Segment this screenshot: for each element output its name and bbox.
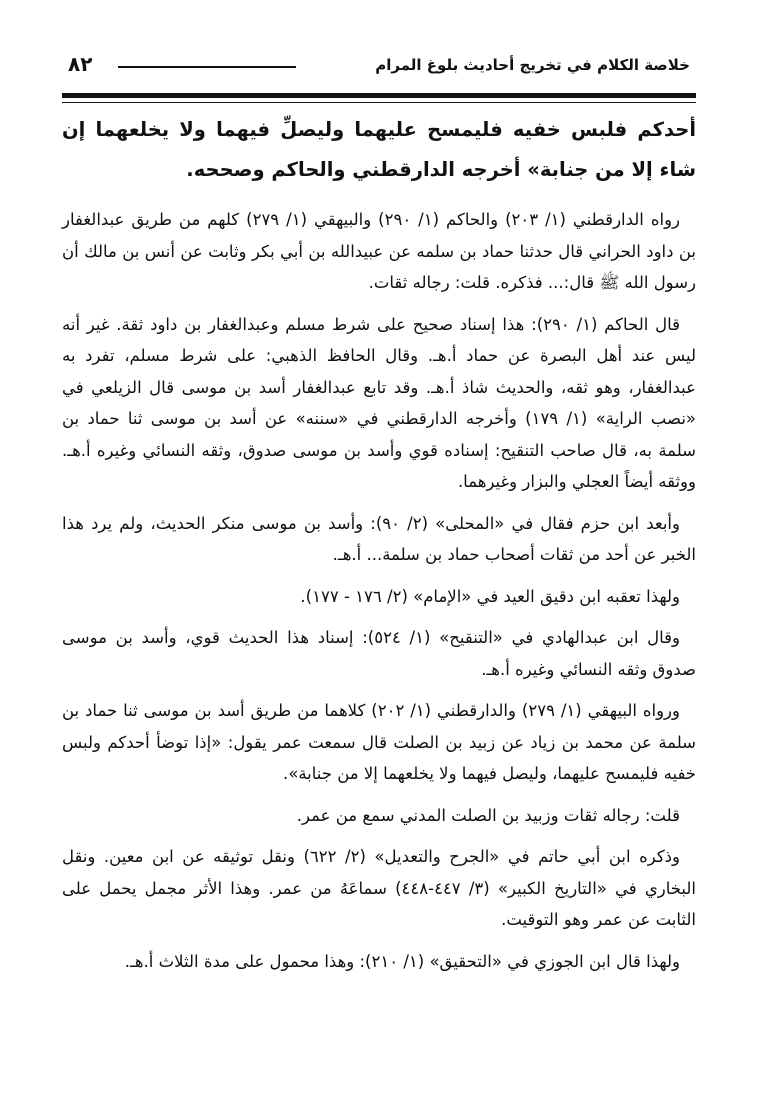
header-dash bbox=[118, 66, 296, 68]
paragraph: قال الحاكم (١/ ٢٩٠): هذا إسناد صحيح على شرط مسلم وعبدالغفار بن داود ثقة. غير أنه ليس عند أهل البصرة عن حماد أ.هـ. وقال الحافظ الذهبي: على شرط مسلم، تفرد به عبدالغفار، وهو ثقه، والحديث شاذ أ.هـ. وقد تابع عبدالغفار أسد بن موسى قال الزيلعي في «نصب الراية» (١/ ١٧٩) وأخرجه الدارقطني في «سننه» عن أسد بن موسى ثنا حماد بن سلمة به، قال صاحب التنقيح: إسناده قوي وأسد بن موسى صدوق، وثقه النسائي وغيره أ.هـ. ووثقه أيضاً العجلي والبزار وغيرهما. bbox=[62, 314, 697, 491]
paragraph: قلت: رجاله ثقات وزبيد بن الصلت المدني سمع من عمر. bbox=[296, 805, 680, 825]
paragraph: ولهذا قال ابن الجوزي في «التحقيق» (١/ ٢١٠): وهذا محمول على مدة الثلاث أ.هـ. bbox=[124, 951, 680, 971]
page-body bbox=[62, 110, 696, 977]
page-number: ٨٢ bbox=[68, 52, 93, 76]
hadith-text: أحدكم فلبس خفيه فليمسح عليهما وليصلِّ فيهما ولا يخلعهما إن شاء إلا من جنابة» أخرجه الدارقطني والحاكم وصححه. bbox=[62, 118, 696, 181]
page-header bbox=[58, 44, 698, 84]
paragraph: ولهذا تعقبه ابن دقيق العيد في «الإمام» (٢/ ١٧٦ - ١٧٧). bbox=[300, 586, 680, 606]
paragraph: ورواه البيهقي (١/ ٢٧٩) والدارقطني (١/ ٢٠٢) كلاهما من طريق أسد بن موسى ثنا حماد بن سلمة عن محمد بن زياد عن زبيد بن الصلت قال سمعت عمر يقول: «إذا توضأ أحدكم ولبس خفيه فليمسح عليهما، وليصل فيهما ولا يخلعهما إلا من جنابة». bbox=[62, 701, 696, 783]
header-rule-thick bbox=[62, 93, 696, 98]
paragraph: وقال ابن عبدالهادي في «التنقيح» (١/ ٥٢٤): إسناد هذا الحديث قوي، وأسد بن موسى صدوق وثقه النسائي وغيره أ.هـ. bbox=[62, 628, 696, 679]
paragraph: رواه الدارقطني (١/ ٢٠٣) والحاكم (١/ ٢٩٠) والبيهقي (١/ ٢٧٩) كلهم من طريق عبدالغفار بن داود الحراني قال حدثنا حماد بن سلمه عن عبيدالله بن أبي بكر وثابت عن أنس بن مالك أن رسول الله ﷺ قال:... فذكره. قلت: رجاله ثقات. bbox=[62, 210, 696, 292]
paragraph: وذكره ابن أبي حاتم في «الجرح والتعديل» (٢/ ٦٢٢) ونقل توثيقه عن ابن معين. ونقل البخاري في «التاريخ الكبير» (٣/ ٤٤٧-٤٤٨) سماعَهُ من عمر. وهذا الأثر مجمل يحمل على الثابت عن عمر وهو التوقيت. bbox=[62, 847, 697, 929]
running-title: خلاصة الكلام في تخريج أحاديث بلوغ المرام bbox=[375, 56, 690, 74]
header-rule-thin bbox=[62, 102, 696, 103]
paragraph: وأبعد ابن حزم فقال في «المحلى» (٢/ ٩٠): وأسد بن موسى منكر الحديث، ولم يرد هذا الخبر عن أحد من ثقات أصحاب حماد بن سلمة... أ.هـ. bbox=[62, 513, 696, 564]
